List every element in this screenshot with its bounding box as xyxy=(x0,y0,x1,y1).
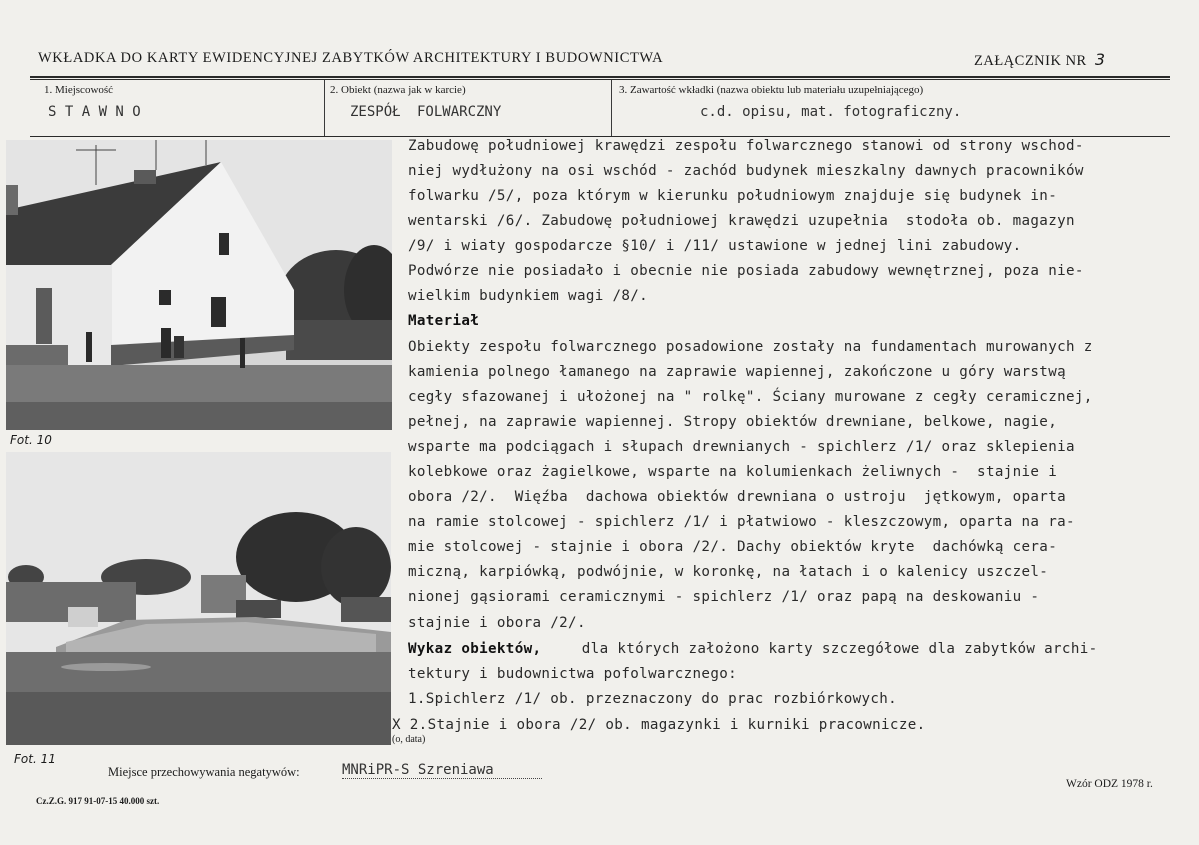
section-heading-objects: Wykaz obiektów, xyxy=(408,641,542,657)
field-divider-2 xyxy=(611,80,612,136)
body-line-10: kamienia polnego łamanego na zaprawie wapiennej, zakończone u góry warstwą xyxy=(408,364,1066,380)
photo-1-caption: Fot. 10 xyxy=(10,433,52,447)
body-line-3: folwarku /5/, poza którym w kierunku południowym znajduje się budynek in- xyxy=(408,188,1058,204)
field-1-label: 1. Miejscowość xyxy=(44,84,114,96)
negatives-label: Miejsce przechowywania negatywów: xyxy=(108,765,300,779)
form-version: Wzór ODZ 1978 r. xyxy=(1066,778,1153,790)
body-line-12: pełnej, na zaprawie wapiennej. Stropy obiektów drewniane, belkowe, nagie, xyxy=(408,414,1058,430)
negatives-value: MNRiPR-S Szreniawa xyxy=(342,762,542,779)
body-line-4: wentarski /6/. Zabudowę południowej krawędzi uzupełnia stodoła ob. magazyn xyxy=(408,213,1075,229)
body-line-19: nionej gąsiorami ceramicznymi - spichlerz /1/ oraz papą na deskowaniu - xyxy=(408,589,1040,605)
body-line-23: tektury i budownictwa pofolwarcznego: xyxy=(408,666,737,682)
header-rule-top xyxy=(30,76,1170,78)
body-line-5: /9/ i wiaty gospodarcze §10/ i /11/ ustawione w jednej lini zabudowy. xyxy=(408,238,1022,254)
photo-farmhouse xyxy=(6,140,392,430)
body-line-15: obora /2/. Więźba dachowa obiektów drewniana o ustroju jętkowym, oparta xyxy=(408,489,1066,505)
header-rule-mid xyxy=(30,79,1170,80)
field-3-value: c.d. opisu, mat. fotograficzny. xyxy=(700,104,962,120)
field-divider-1 xyxy=(324,80,325,136)
body-line-11: cegły sfazowanej i ułożonej na " rolkę". Ściany murowane z cegły ceramicznej, xyxy=(408,389,1093,405)
body-line-9: Obiekty zespołu folwarcznego posadowione zostały na fundamentach murowanych z xyxy=(408,339,1093,355)
body-line-18: miczną, karpiówką, podwójnie, w koronkę, na łatach i o kalenicy uszczel- xyxy=(408,564,1049,580)
annex-number: 3 xyxy=(1094,50,1106,69)
field-2-value: ZESPÓŁ FOLWARCZNY xyxy=(350,104,502,120)
annex-label xyxy=(974,50,1106,70)
objects-list-item-2: X 2.Stajnie i obora /2/ ob. magazynki i kurniki pracownicze. xyxy=(392,717,926,733)
section-heading-material: Materiał xyxy=(408,313,480,329)
field-1-value: S T A W N O xyxy=(48,104,141,120)
objects-list-item-1: 1.Spichlerz /1/ ob. przeznaczony do prac rozbiórkowych. xyxy=(408,691,898,707)
photo-2-caption: Fot. 11 xyxy=(14,752,56,766)
body-line-7: wielkim budynkiem wagi /8/. xyxy=(408,288,649,304)
body-line-20: stajnie i obora /2/. xyxy=(408,615,586,631)
body-line-13: wsparte ma podciągach i słupach drewnianych - spichlerz /1/ oraz sklepienia xyxy=(408,439,1075,455)
field-3-label: 3. Zawartość wkładki (nazwa obiektu lub materiału uzupełniającego) xyxy=(619,84,924,96)
hidden-date-note: (o, data) xyxy=(392,734,426,745)
body-line-1: Zabudowę południowej krawędzi zespołu folwarcznego stanowi od strony wschod- xyxy=(408,138,1084,154)
body-line-14: kolebkowe oraz żagielkowe, wsparte na kolumienkach żeliwnych - stajnie i xyxy=(408,464,1058,480)
field-2-label: 2. Obiekt (nazwa jak w karcie) xyxy=(330,84,466,96)
annex-label-text: ZAŁĄCZNIK NR xyxy=(974,53,1087,69)
body-line-6: Podwórze nie posiadało i obecnie nie posiada zabudowy wewnętrznej, poza nie- xyxy=(408,263,1084,279)
photo-yard xyxy=(6,452,391,745)
body-line-16: na ramie stolcowej - spichlerz /1/ i płatwiowo - kleszczowym, oparta na ra- xyxy=(408,514,1075,530)
print-info: Cz.Z.G. 917 91-07-15 40.000 szt. xyxy=(36,796,160,806)
body-line-2: niej wydłużony na osi wschód - zachód budynek mieszkalny dawnych pracowników xyxy=(408,163,1084,179)
body-line-22: dla których założono karty szczegółowe dla zabytków archi- xyxy=(564,641,1098,657)
form-title: WKŁADKA DO KARTY EWIDENCYJNEJ ZABYTKÓW ARCHITEKTURY I BUDOWNICTWA xyxy=(38,50,664,66)
body-line-17: mie stolcowej - stajnie i obora /2/. Dachy obiektów kryte dachówką cera- xyxy=(408,539,1058,555)
